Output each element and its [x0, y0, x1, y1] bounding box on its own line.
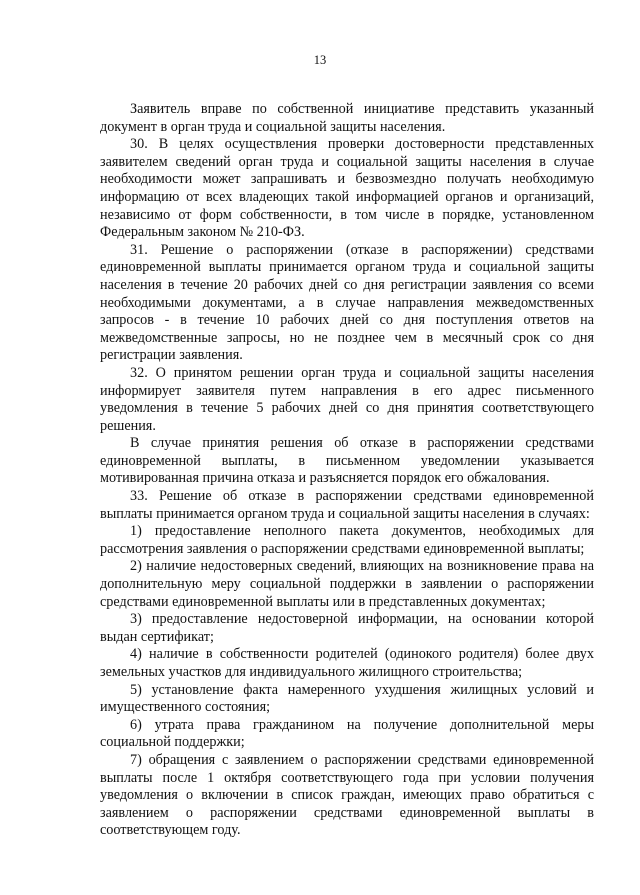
- list-item-3: 3) предоставление недостоверной информации, на основании которой выдан сертификат;: [100, 611, 594, 645]
- list-item-1: 1) предоставление неполного пакета документов, необходимых для рассмотрения заявления о распоряжении средствами единовременной выплаты;: [100, 523, 594, 557]
- page-number: 13: [313, 53, 327, 67]
- list-item-7: 7) обращения с заявлением о распоряжении средствами единовременной выплаты после 1 октября соответствующего года при условии получения уведомления о включении в список граждан, имеющих право обратиться с заявлением о распоряжении средствами единовременной выплаты в соответствующем году.: [100, 751, 594, 839]
- paragraph-item-31: 31. Решение о распоряжении (отказе в распоряжении) средствами единовременной выплаты принимается органом труда и социальной защиты населения в течение 20 рабочих дней со дня регистрации заявления со всеми необходимыми документами, а в случае направления межведомственных запросов - в течение 10 рабочих дней со дня поступления ответов на межведомственные запросы, но не позднее чем в месячный срок со дня регистрации заявления.: [100, 241, 594, 364]
- paragraph-item-33: 33. Решение об отказе в распоряжении средствами единовременной выплаты принимается органом труда и социальной защиты населения в случаях:: [100, 488, 594, 522]
- paragraph-applicant-initiative: Заявитель вправе по собственной инициативе представить указанный документ в орган труда и социальной защиты населения.: [100, 101, 594, 135]
- document-body: [100, 101, 594, 840]
- list-item-2: 2) наличие недостоверных сведений, влияющих на возникновение права на дополнительную меру социальной поддержки в заявлении о распоряжении средствами единовременной выплаты или в представленных документах;: [100, 558, 594, 610]
- list-item-4: 4) наличие в собственности родителей (одинокого родителя) более двух земельных участков для индивидуального жилищного строительства;: [100, 646, 594, 680]
- paragraph-item-32: 32. О принятом решении орган труда и социальной защиты населения информирует заявителя путем направления в его адрес письменного уведомления в течение 5 рабочих дней со дня принятия соответствующего решения.: [100, 364, 594, 434]
- paragraph-refusal-notice: В случае принятия решения об отказе в распоряжении средствами единовременной выплаты, в письменном уведомлении указывается мотивированная причина отказа и разъясняется порядок его обжалования.: [100, 435, 594, 487]
- paragraph-item-30: 30. В целях осуществления проверки достоверности представленных заявителем сведений орган труда и социальной защиты населения в случае необходимости может запрашивать и безвозмездно получать необходимую информацию от всех владеющих такой информацией органов и организаций, независимо от форм собственности, в том числе в порядке, установленном Федеральным законом № 210-ФЗ.: [100, 136, 594, 241]
- list-item-6: 6) утрата права гражданином на получение дополнительной меры социальной поддержки;: [100, 716, 594, 751]
- list-item-5: 5) установление факта намеренного ухудшения жилищных условий и имущественного состояния;: [100, 681, 594, 716]
